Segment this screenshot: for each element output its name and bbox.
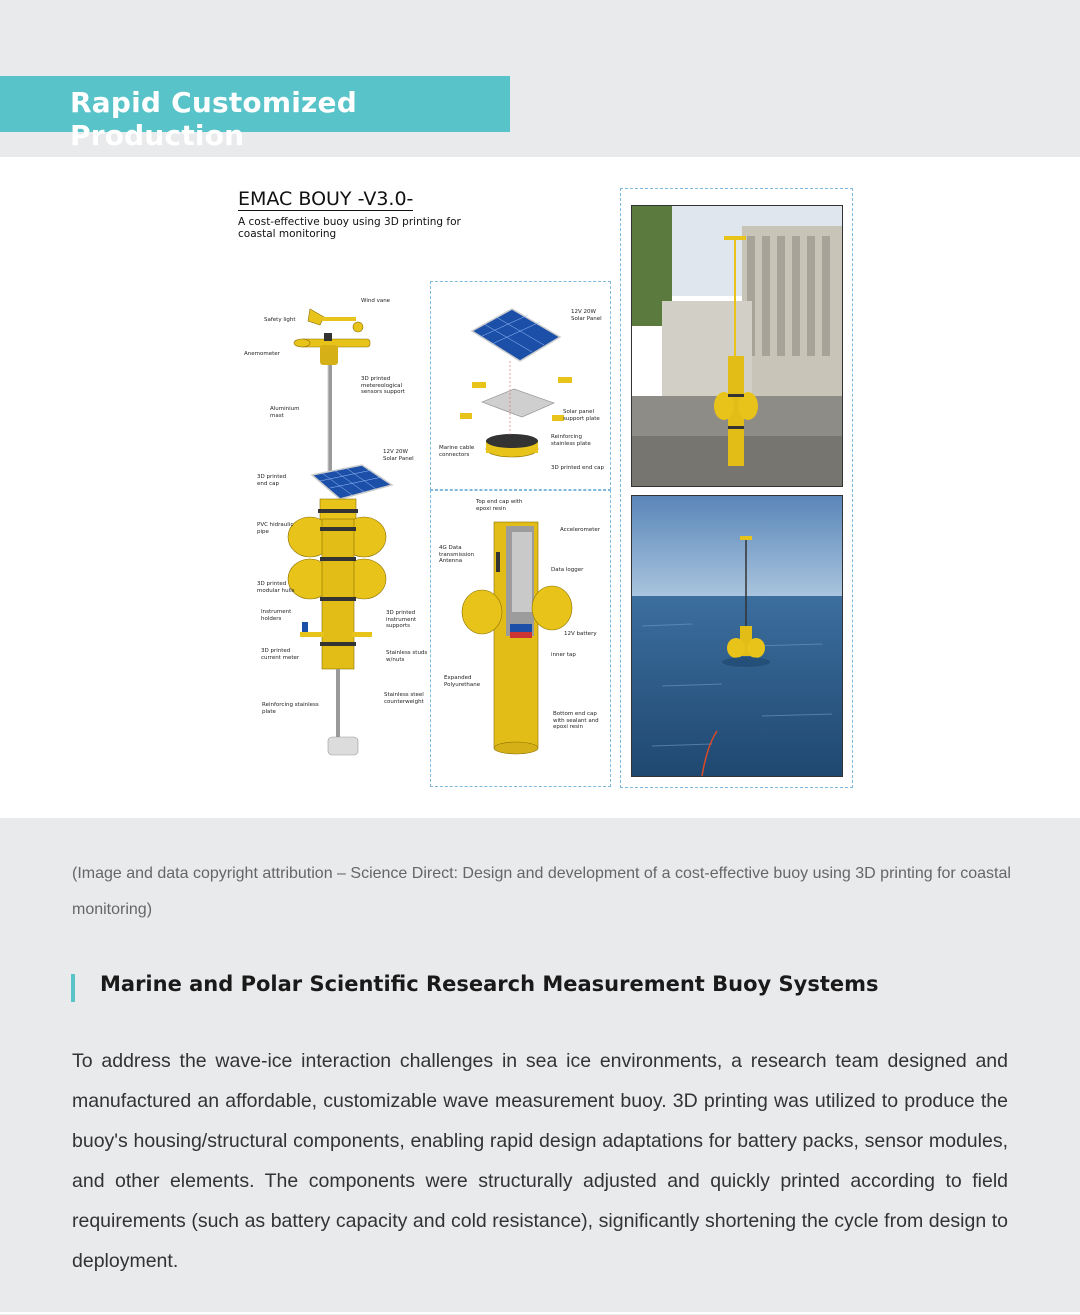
figure-title: EMAC BOUY -V3.0- bbox=[238, 188, 414, 210]
section-body: To address the wave-ice interaction challenges in sea ice environments, a research team designed and manufactured an affordable, customizable wave measurement buoy. 3D printing was utilized to produce the buoy's housing/structural components, enabling rapid design adaptations for battery packs, sensor modules, and other elements. The components were structurally adjusted and quickly printed according to field requirements (such as battery capacity and cold resistance), significantly shortening the cycle from design to deployment. bbox=[72, 1050, 1008, 1272]
label-support-plate: Solar panel support plate bbox=[563, 409, 600, 422]
photo-buoy-at-sea bbox=[631, 495, 843, 777]
label-mast: Aluminium mast bbox=[270, 406, 300, 419]
label-inner-tap: inner tap bbox=[551, 652, 576, 658]
label-marine-cable: Marine cable connectors bbox=[439, 445, 475, 458]
figure-subtitle: A cost-effective buoy using 3D printing for coastal monitoring bbox=[238, 216, 461, 240]
label-sensors-support: 3D printed metereological sensors support bbox=[361, 376, 405, 395]
label-top-end-cap-epoxi: Top end cap with epoxi resin bbox=[476, 499, 523, 512]
label-top-end-cap: 3D printed end cap bbox=[551, 465, 605, 471]
label-antenna: 4G Data transmission Antenna bbox=[439, 545, 475, 564]
label-hulls: 3D printed modular hulls bbox=[257, 581, 295, 594]
label-battery: 12V battery bbox=[564, 631, 597, 637]
label-data-logger: Data logger bbox=[551, 567, 584, 573]
label-bottom-end-cap: Bottom end cap with sealant and epoxi resin bbox=[553, 711, 599, 730]
label-instrument-holders: Instrument holders bbox=[261, 609, 292, 622]
label-wind-vane: Wind vane bbox=[361, 298, 391, 304]
label-top-reinforcing-plate: Reinforcing stainless plate bbox=[551, 434, 591, 447]
photo-buoy-on-land bbox=[631, 205, 843, 487]
label-counterweight: Stainless steel counterweight bbox=[384, 692, 424, 705]
banner-title: Rapid Customized Production bbox=[70, 86, 357, 152]
label-solar-panel: 12V 20W Solar Panel bbox=[383, 449, 414, 462]
label-studs: Stainless studs w/nuts bbox=[386, 650, 428, 663]
section-banner bbox=[0, 76, 510, 152]
section-title: Marine and Polar Scientific Research Measurement Buoy Systems bbox=[100, 972, 879, 996]
label-pvc-pipe: PVC hidraulic pipe bbox=[257, 522, 294, 535]
label-instrument-supports: 3D printed instrument supports bbox=[386, 610, 417, 629]
figure-panel bbox=[0, 157, 1080, 818]
image-attribution: (Image and data copyright attribution – Science Direct: Design and development of a cost-effective buoy using 3D printing for coastal monitoring) bbox=[72, 865, 1011, 918]
label-polyurethane: Expanded Polyurethane bbox=[444, 675, 481, 688]
label-top-solar-panel: 12V 20W Solar Panel bbox=[571, 309, 602, 322]
label-safety-light: Safety light bbox=[264, 317, 296, 323]
bottom-divider bbox=[0, 1312, 1080, 1314]
section-accent-bar bbox=[71, 974, 75, 1002]
label-anemometer: Anemometer bbox=[244, 351, 280, 357]
label-accelerometer: Accelerometer bbox=[560, 527, 601, 533]
label-end-cap: 3D printed end cap bbox=[257, 474, 287, 487]
label-reinforcing-plate: Reinforcing stainless plate bbox=[262, 702, 319, 715]
label-current-meter: 3D printed current meter bbox=[261, 648, 300, 661]
